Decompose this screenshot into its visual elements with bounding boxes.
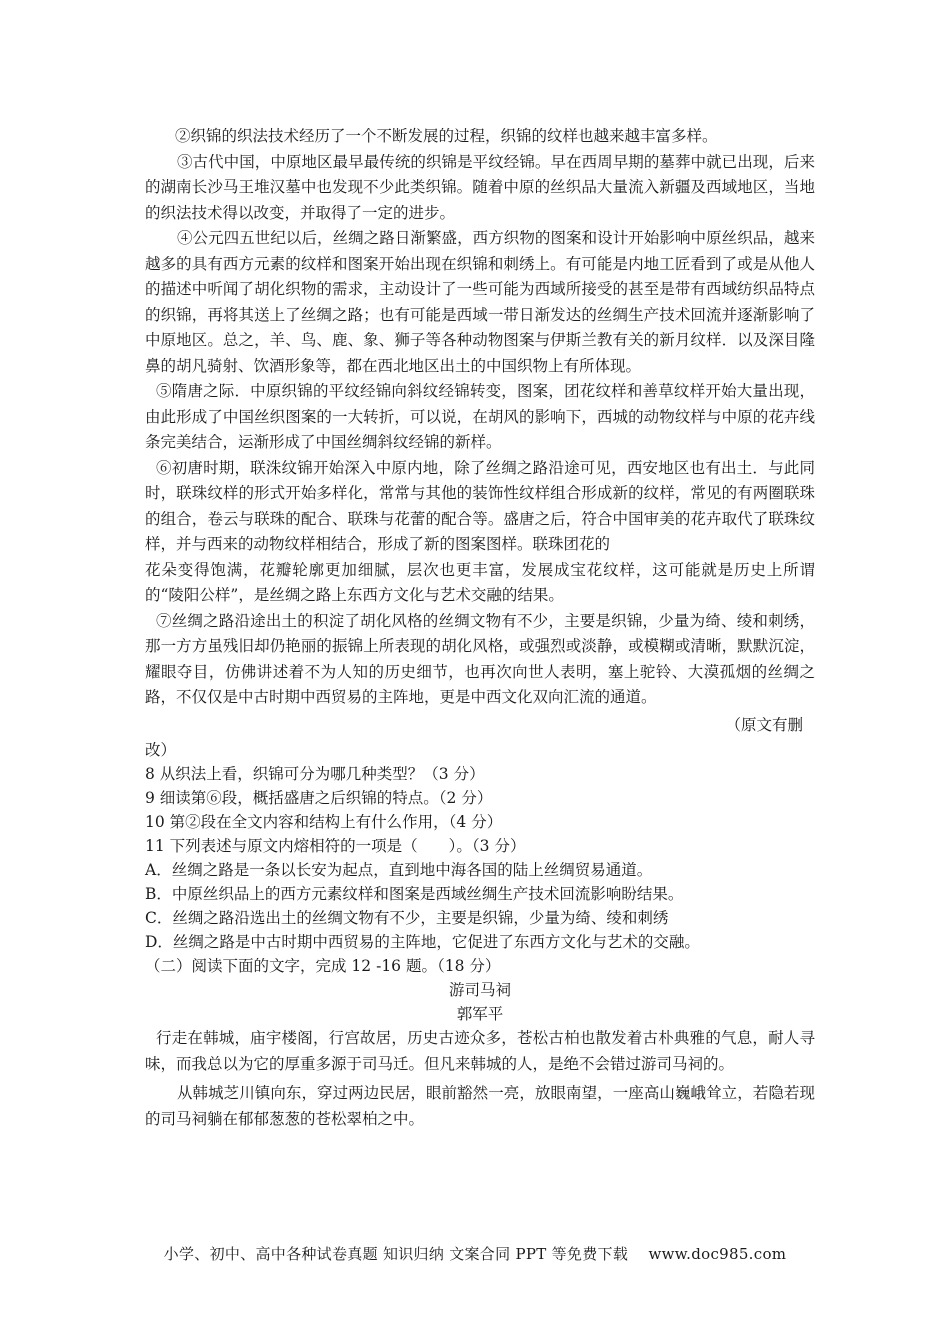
article-title: 游司马祠 (448, 981, 511, 999)
question-10: 10 第②段在全文内容和结构上有什么作用，（4 分） (145, 813, 503, 831)
paragraph-6: ⑥初唐时期，联洙纹锦开始深入中原内地，除了丝绸之路沿途可见，西安地区也有出土．与此同时，联珠纹样的形式开始多样化，常常与其他的装饰性纹样组合形成新的纹样，常见的有两圈联珠的组合，卷云与联珠的配合、联珠与花蕾的配合等。盛唐之后，符合中国审美的花卉取代了联珠纹样，并与西来的动物纹样相结合，形成了新的图案图样。联珠团花的 (145, 458, 815, 553)
page-footer: 小学、初中、高中各种试卷真题 知识归纳 文案合同 PPT 等免费下载 www.doc985.com (163, 1245, 787, 1263)
paragraph-2: ②织锦的织法技术经历了一个不断发展的过程，织锦的纹样也越来越丰富多样。 (175, 127, 718, 145)
option-c: C．丝绸之路沿选出土的丝绸文物有不少，主要是织锦，少量为绮、绫和刺绣 (145, 909, 669, 927)
question-9: 9 细读第⑥段，概括盛唐之后织锦的特点。（2 分） (145, 789, 493, 807)
option-a: A．丝绸之路是一条以长安为起点，直到地中海各国的陆上丝绸贸易通道。 (145, 861, 653, 879)
document-body (145, 124, 815, 1132)
question-11: 11 下列表述与原文内熔相符的一项是（ ）。（3 分） (145, 837, 526, 855)
source-note-line2: 改） (145, 741, 177, 759)
option-d: D．丝绸之路是中古时期中西贸易的主阵地，它促进了东西方文化与艺术的交融。 (145, 933, 700, 951)
option-b: B．中原丝织品上的西方元素纹样和图案是西域丝绸生产技术回流影响盼结果。 (145, 885, 684, 903)
paragraph-5: ⑤隋唐之际．中原织锦的平纹经锦向斜纹经锦转变，图案，团花纹样和善草纹样开始大量出现，由此形成了中国丝织图案的一大转折，可以说，在胡风的影响下，西城的动物纹样与中原的花卉线条完美结合，运渐形成了中国丝绸斜纹经锦的新样。 (145, 382, 815, 451)
source-note-line1: （原文有删 (725, 715, 803, 734)
paragraph-3: ③古代中国，中原地区最早最传统的织锦是平纹经锦。早在西周早期的墓葬中就已出现，后来的湖南长沙马王堆汉墓中也发现不少此类织锦。随着中原的丝织品大量流入新疆及西域地区，当地的织法技术得以改变，并取得了一定的进步。 (145, 152, 815, 222)
question-8: 8 从织法上看，织锦可分为哪几种类型？（3 分） (145, 765, 485, 783)
paragraph-4: ④公元四五世纪以后，丝绸之路日渐繁盛，西方织物的图案和设计开始影响中原丝织品，越来越多的具有西方元素的纹样和图案开始出现在织锦和刺绣上。有可能是内地工匠看到了或是从他人的描述中听闻了胡化织物的需求，主动设计了一些可能为西域所接受的甚至是带有西域纺织品特点的织锦，再将其送上了丝绸之路；也有可能是西域一带日渐发达的丝绸生产技术回流并逐渐影响了中原地区。总之，羊、鸟、鹿、象、狮子等各种动物图案与伊斯兰教有关的新月纹样．以及深目隆鼻的胡凡骑射、饮酒形象等，都在西北地区出土的中国织物上有所体现。 (145, 229, 815, 375)
article-paragraph-2: 从韩城芝川镇向东，穿过两边民居，眼前豁然一亮，放眼南望，一座高山巍峨耸立，若隐若现的司马祠躺在郁郁葱葱的苍松翠柏之中。 (145, 1084, 815, 1128)
paragraph-7: ⑦丝绸之路沿途出土的积淀了胡化风格的丝绸文物有不少，主要是织锦，少量为绮、绫和刺绣，那一方方虽残旧却仍艳丽的振锦上所表现的胡化风格，或强烈或淡静，或模糊或清晰，默默沉淀，耀眼夺目，仿佛讲述着不为人知的历史细节，也再次向世人表明，塞上驼铃、大漠孤烟的丝绸之路，不仅仅是中古时期中西贸易的主阵地，更是中西文化双向汇流的通道。 (145, 611, 815, 706)
article-paragraph-1: 行走在韩城，庙宇楼阁，行宫故居，历史古迹众多，苍松古柏也散发着古朴典雅的气息，耐人寻味，而我总以为它的厚重多源于司马迁。但凡来韩城的人，是绝不会错过游司马祠的。 (145, 1029, 815, 1073)
paragraph-6-continued: 花朵变得饱满，花瓣轮廓更加细腻，层次也更丰富，发展成宝花纹样，这可能就是历史上所谓的“陵阳公样”，是丝绸之路上东西方文化与艺术交融的结果。 (145, 560, 815, 604)
section-heading: （二）阅读下面的文字，完成 12 -16 题。（18 分） (145, 957, 501, 975)
article-author: 郭军平 (456, 1005, 504, 1023)
